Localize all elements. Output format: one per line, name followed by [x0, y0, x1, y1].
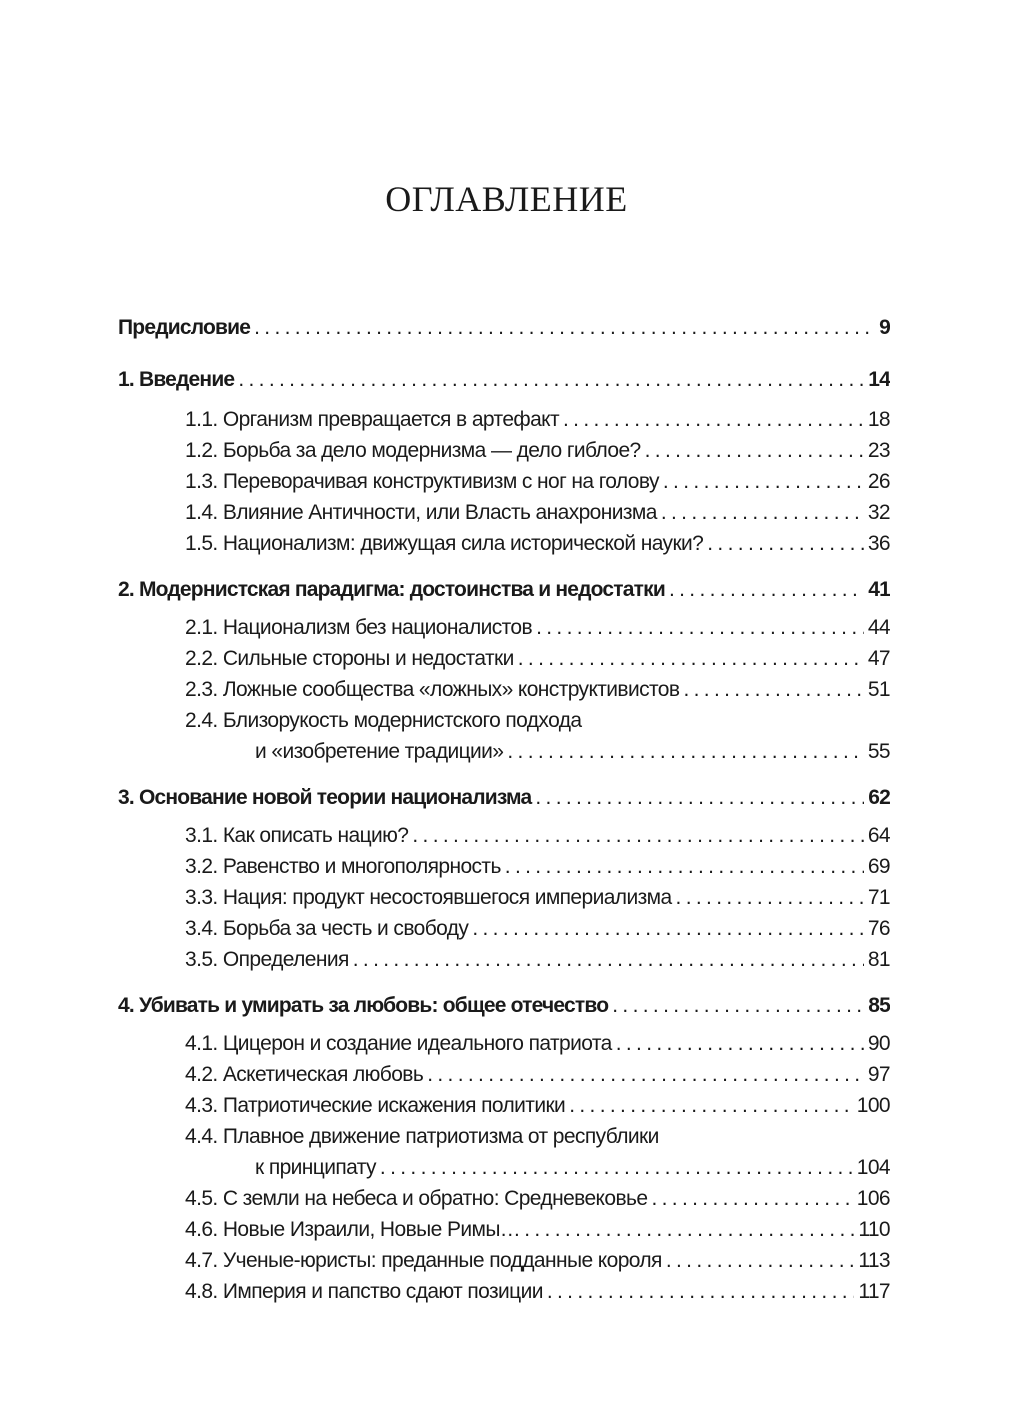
- toc-chapter: [118, 786, 890, 814]
- dot-leader: [669, 578, 864, 602]
- dot-leader: [612, 994, 864, 1018]
- toc-entry-label: 3.4. Борьба за честь и свободу: [185, 917, 469, 940]
- dot-leader: [472, 917, 864, 941]
- toc-page-number: 14: [868, 368, 890, 391]
- toc-entry-label-continued: и «изобретение традиции»: [255, 740, 504, 763]
- toc-entry: [185, 616, 890, 644]
- toc-entry: [185, 501, 890, 529]
- toc-entry: [185, 886, 890, 914]
- dot-leader: [666, 1249, 854, 1273]
- toc-entry: [185, 1032, 890, 1060]
- toc-entry-label: 2.2. Сильные стороны и недостатки: [185, 647, 514, 670]
- toc-entry: [185, 408, 890, 436]
- toc-entry-label: 4.4. Плавное движение патриотизма от республики: [185, 1125, 659, 1148]
- toc-entry-label: 3.1. Как описать нацию?: [185, 824, 409, 847]
- toc-page-number: 100: [856, 1094, 890, 1117]
- toc-page-number: 110: [858, 1218, 890, 1241]
- dot-leader: [651, 1187, 852, 1211]
- toc-page-number: 26: [867, 470, 890, 493]
- toc-entry-label: 4.2. Аскетическая любовь: [185, 1063, 424, 1086]
- dot-leader: [507, 740, 863, 764]
- toc-chapter: [118, 368, 890, 396]
- dot-leader: [353, 948, 864, 972]
- toc-entry: [185, 678, 890, 706]
- toc-page-number: 113: [858, 1249, 890, 1272]
- toc-page-number: 51: [867, 678, 890, 701]
- toc-entry-label: 1.2. Борьба за дело модернизма — дело гиблое?: [185, 439, 641, 462]
- toc-page-number: 97: [867, 1063, 890, 1086]
- dot-leader: [380, 1156, 853, 1180]
- toc-entry-label: 4.1. Цицерон и создание идеального патриота: [185, 1032, 612, 1055]
- toc-entry-label: 2.3. Ложные сообщества «ложных» конструктивистов: [185, 678, 680, 701]
- dot-leader: [536, 616, 864, 640]
- toc-page-number: 104: [856, 1156, 890, 1179]
- toc-entry-label: 4.8. Империя и папство сдают позиции: [185, 1280, 543, 1303]
- toc-entry: [185, 824, 890, 852]
- toc-entry-label: 1.5. Национализм: движущая сила исторической науки?: [185, 532, 704, 555]
- toc-entry: [185, 917, 890, 945]
- toc-entry-continuation: [255, 740, 890, 768]
- dot-leader: [661, 501, 864, 525]
- toc-page-number: 47: [867, 647, 890, 670]
- dot-leader: [505, 855, 864, 879]
- dot-leader: [412, 824, 863, 848]
- toc-entry-label: 4.6. Новые Израили, Новые Римы…: [185, 1218, 521, 1241]
- toc-entry-label: 4.3. Патриотические искажения политики: [185, 1094, 566, 1117]
- toc-page-number: 76: [867, 917, 890, 940]
- toc-entry-label: 3.5. Определения: [185, 948, 349, 971]
- toc-page-number: 117: [858, 1280, 890, 1303]
- toc-page-number: 44: [867, 616, 890, 639]
- dot-leader: [707, 532, 864, 556]
- toc-page-number: 69: [867, 855, 890, 878]
- dot-leader: [645, 439, 864, 463]
- toc-entry: [185, 532, 890, 560]
- toc-entry: [185, 1187, 890, 1215]
- toc-chapter: [118, 578, 890, 606]
- toc-page-number: 36: [867, 532, 890, 555]
- toc-entry-label: 2.4. Близорукость модернистского подхода: [185, 709, 582, 732]
- toc-page-number: 32: [867, 501, 890, 524]
- toc-entry: [185, 1280, 890, 1308]
- toc-page-number: 41: [868, 578, 890, 601]
- toc-page-number: 55: [867, 740, 890, 763]
- toc-entry: [185, 470, 890, 498]
- toc-entry-label: 1.4. Влияние Античности, или Власть анахронизма: [185, 501, 657, 524]
- dot-leader: [676, 886, 864, 910]
- toc-entry-label: 3. Основание новой теории национализма: [118, 786, 532, 809]
- toc-page-number: 62: [868, 786, 890, 809]
- toc-page-number: 90: [867, 1032, 890, 1055]
- toc-entry-label: 3.3. Нация: продукт несостоявшегося империализма: [185, 886, 672, 909]
- toc-entry-label-continued: к принципату: [255, 1156, 376, 1179]
- dot-leader: [518, 647, 864, 671]
- toc-page-number: 23: [867, 439, 890, 462]
- dot-leader: [569, 1094, 853, 1118]
- toc-entry: [185, 439, 890, 467]
- dot-leader: [616, 1032, 864, 1056]
- toc-entry: [185, 1249, 890, 1277]
- toc-entry-label: 1.1. Организм превращается в артефакт: [185, 408, 560, 431]
- toc-page-number: 64: [867, 824, 890, 847]
- toc-entry-continuation: [255, 1156, 890, 1184]
- toc-entry: [185, 855, 890, 883]
- toc-entry-label: 4.7. Ученые-юристы: преданные подданные короля: [185, 1249, 662, 1272]
- toc-entry-label: 4.5. С земли на небеса и обратно: Средневековье: [185, 1187, 648, 1210]
- dot-leader: [663, 470, 864, 494]
- toc-page-number: 71: [867, 886, 890, 909]
- toc-entry-label: 2. Модернистская парадигма: достоинства и недостатки: [118, 578, 665, 601]
- page-title: ОГЛАВЛЕНИЕ: [385, 179, 628, 219]
- toc-chapter: [118, 994, 890, 1022]
- toc-entry: [185, 948, 890, 976]
- dot-leader: [524, 1218, 854, 1242]
- toc-chapter: [118, 316, 890, 344]
- toc-entry-label: 4. Убивать и умирать за любовь: общее отечество: [118, 994, 609, 1017]
- toc-entry: [185, 709, 890, 737]
- toc-entry-label: 1.3. Переворачивая конструктивизм с ног на голову: [185, 470, 659, 493]
- toc-page-number: 18: [867, 408, 890, 431]
- dot-leader: [683, 678, 863, 702]
- toc-page-number: 85: [868, 994, 890, 1017]
- toc-entry: [185, 1094, 890, 1122]
- toc-page-number: 9: [879, 316, 890, 339]
- dot-leader: [547, 1280, 854, 1304]
- toc-entry: [185, 647, 890, 675]
- dot-leader: [535, 786, 864, 810]
- toc-entry-label: Предисловие: [118, 316, 251, 339]
- toc-entry-label: 3.2. Равенство и многополярность: [185, 855, 501, 878]
- dot-leader: [563, 408, 864, 432]
- toc-page-number: 81: [867, 948, 890, 971]
- toc-entry-label: 2.1. Национализм без националистов: [185, 616, 533, 639]
- dot-leader: [427, 1063, 864, 1087]
- toc-entry-label: 1. Введение: [118, 368, 235, 391]
- toc-entry: [185, 1063, 890, 1091]
- dot-leader: [254, 316, 875, 340]
- dot-leader: [238, 368, 864, 392]
- toc-page-number: 106: [856, 1187, 890, 1210]
- toc-entry: [185, 1218, 890, 1246]
- toc-entry: [185, 1125, 890, 1153]
